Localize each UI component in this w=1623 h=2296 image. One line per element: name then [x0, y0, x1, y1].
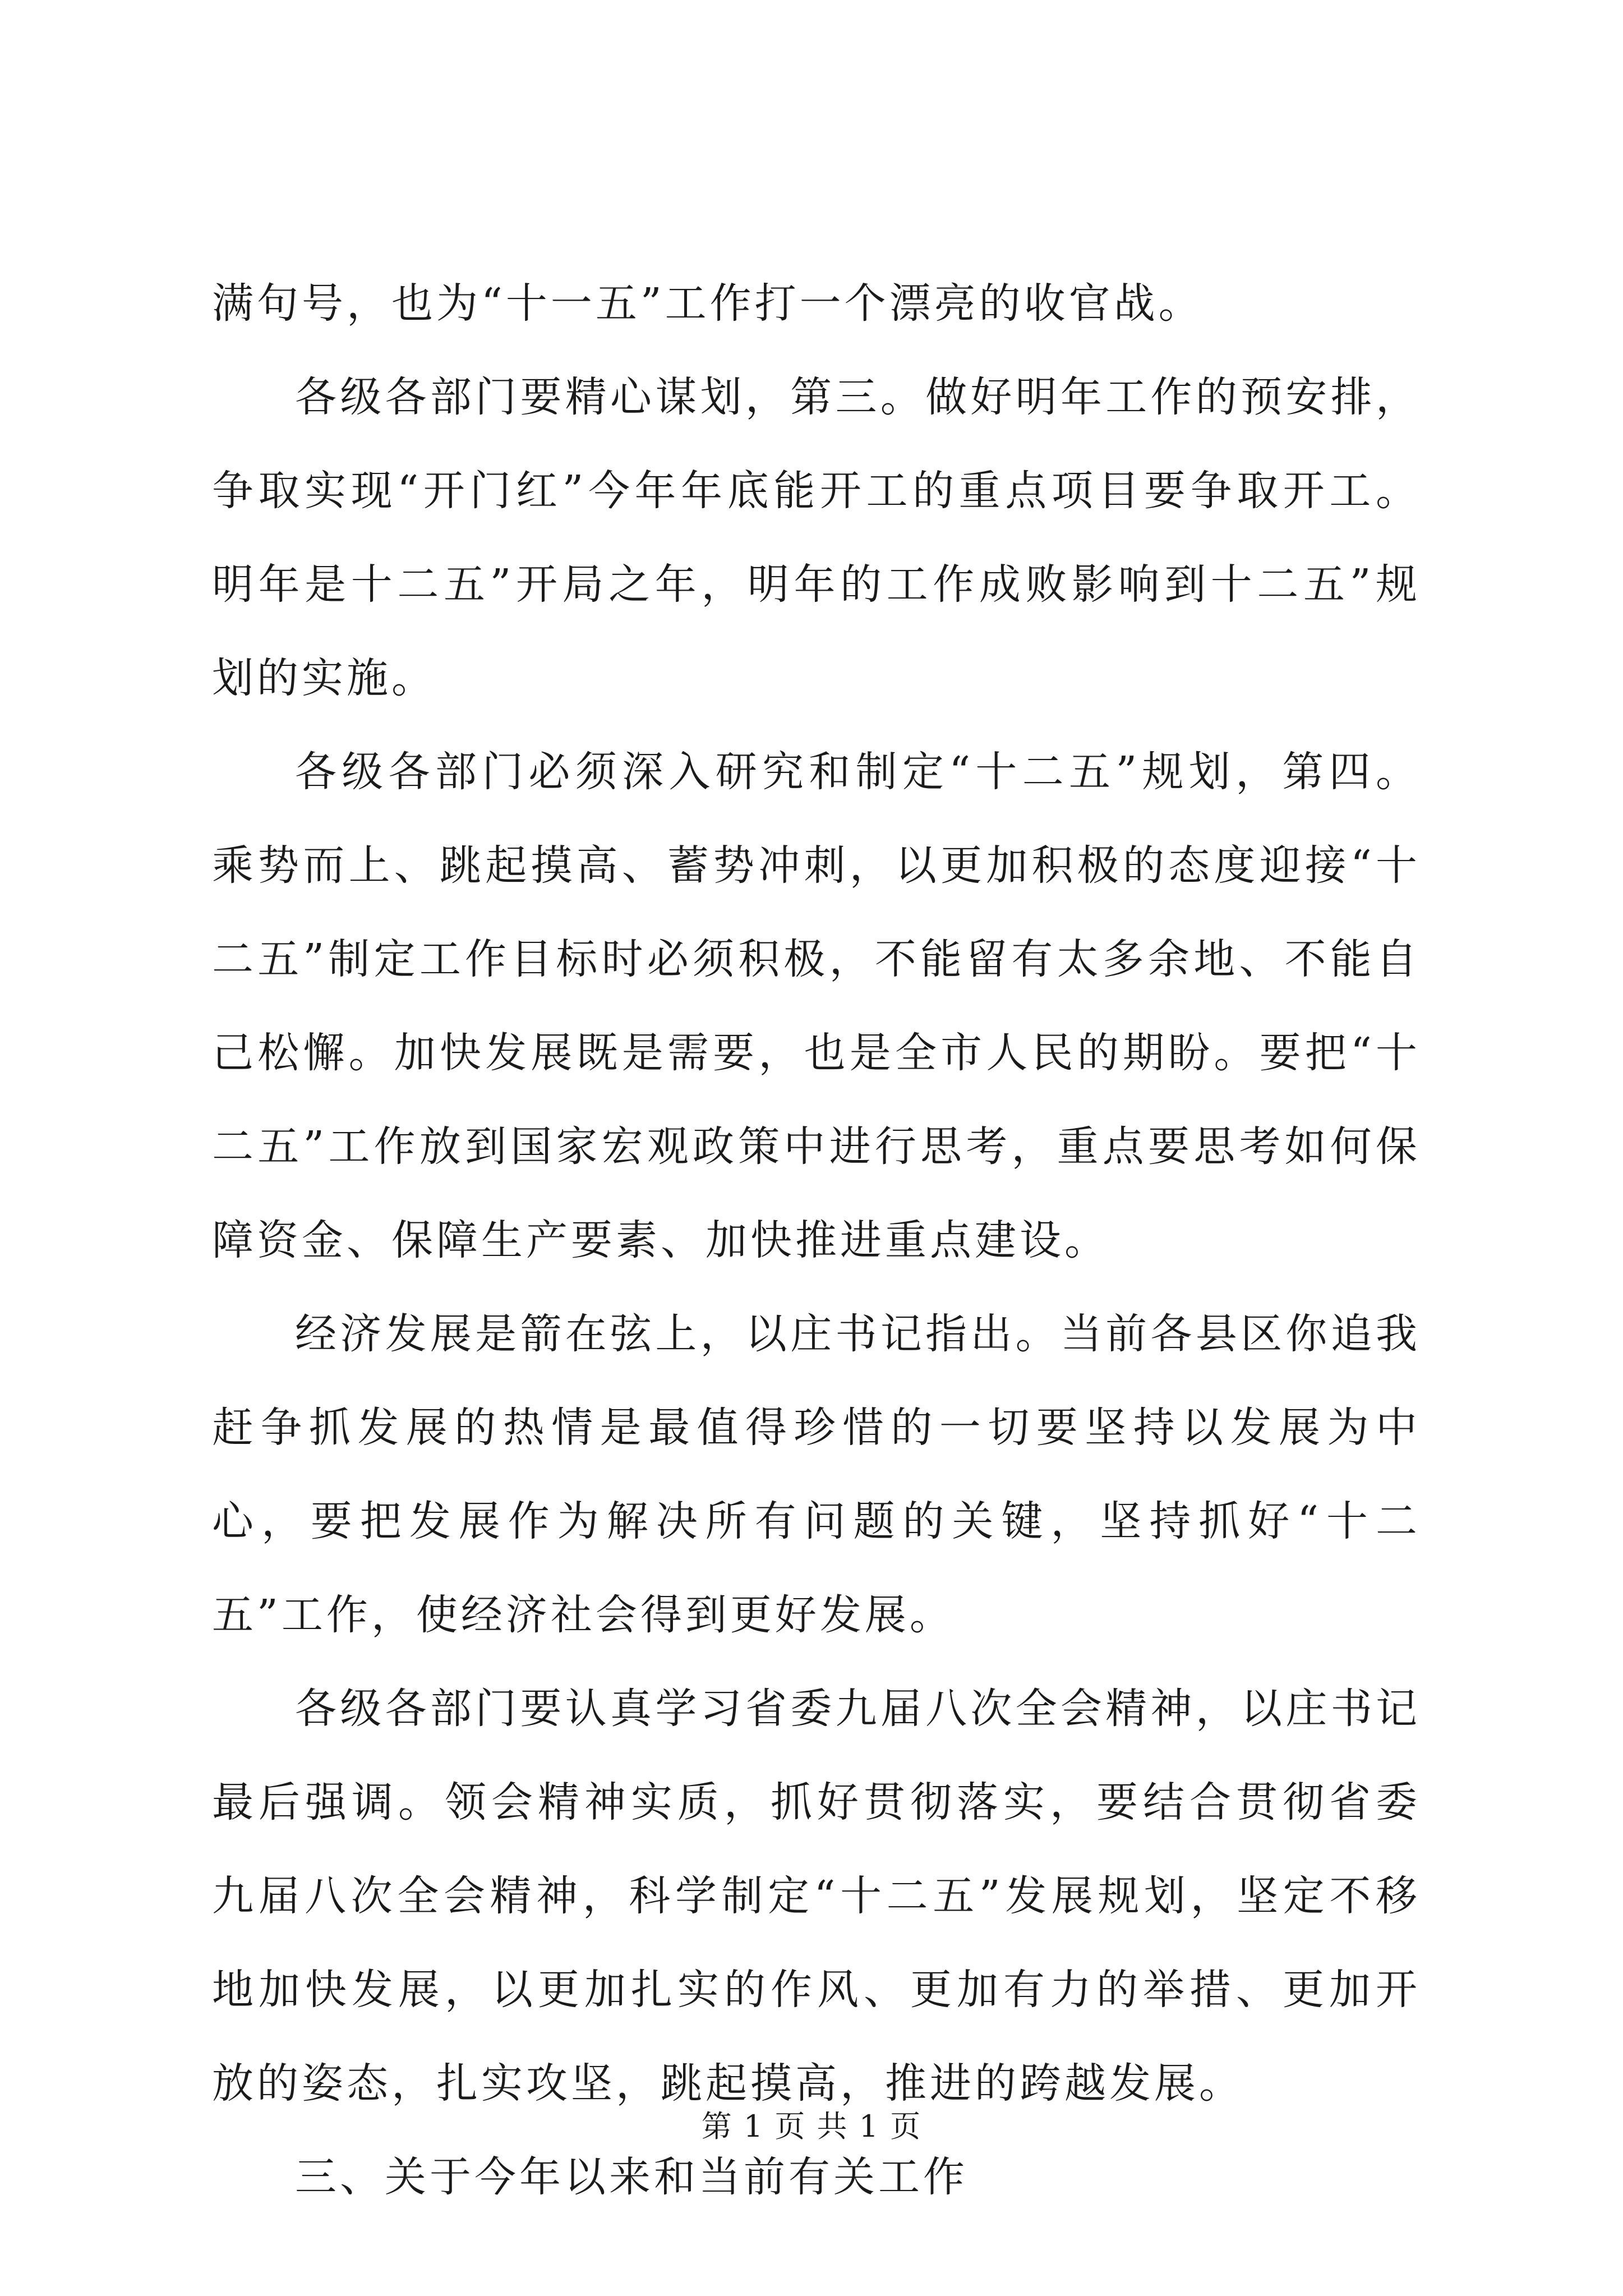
paragraph: 各级各部门要精心谋划，第三。做好明年工作的预安排，争取实现“开门红”今年年底能开工的重点项目要争取开工。明年是十二五”开局之年，明年的工作成败影响到十二五”规划的实施。: [212, 373, 1421, 702]
page-footer: 第 1 页 共 1 页: [701, 2109, 922, 2144]
document-body: [212, 257, 1421, 2224]
paragraph: 各级各部门要认真学习省委九届八次全会精神，以庄书记最后强调。领会精神实质，抓好贯彻落实，要结合贯彻省委九届八次全会精神，科学制定“十二五”发展规划，坚定不移地加快发展，以更加扎实的作风、更加有力的举措、更加开放的姿态，扎实攻坚，跳起摸高，推进的跨越发展。: [212, 1685, 1421, 2108]
paragraph: 经济发展是箭在弦上，以庄书记指出。当前各县区你追我赶争抓发展的热情是最值得珍惜的一切要坚持以发展为中心，要把发展作为解决所有问题的关键，坚持抓好“十二五”工作，使经济社会得到更好发展。: [212, 1310, 1421, 1639]
paragraph: 满句号，也为“十一五”工作打一个漂亮的收官战。: [212, 279, 1204, 328]
paragraph: 各级各部门必须深入研究和制定“十二五”规划，第四。乘势而上、跳起摸高、蓄势冲刺，以更加积极的态度迎接“十二五”制定工作目标时必须积极，不能留有太多余地、不能自己松懈。加快发展既是需要，也是全市人民的期盼。要把“十二五”工作放到国家宏观政策中进行思考，重点要思考如何保障资金、保障生产要素、加快推进重点建设。: [212, 748, 1421, 1264]
section-heading: 三、关于今年以来和当前有关工作: [295, 2153, 968, 2201]
